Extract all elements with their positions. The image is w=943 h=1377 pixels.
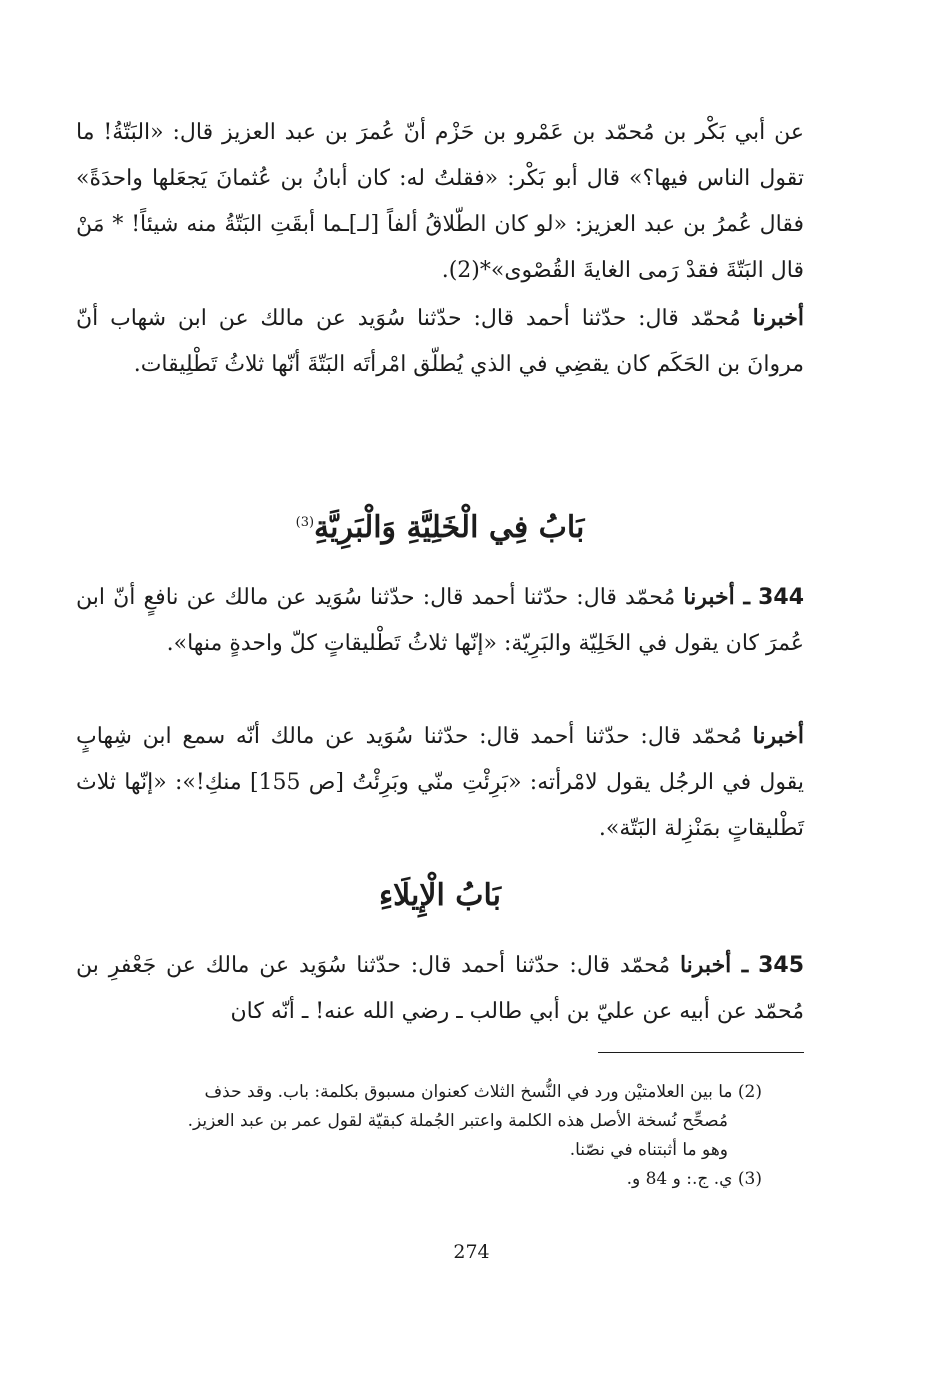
- hadith-number: 344: [758, 585, 805, 610]
- hadith-number: 345: [758, 953, 805, 978]
- paragraph-text: مُحمّد قال: حدّثنا أحمد قال: حدّثنا سُوَيد عن مالك أنّه سمع ابن شِهابٍ يقول في الرجُل يقول لامْرأته: «بَرِئْتِ منّي وبَرِئْتُ [ص 155] منكِ!»: «إنّها ثلاث تَطْليقاتٍ بمَنْزِلة البَتّة».: [76, 724, 804, 841]
- footnote-2-line-3: وهو ما أثبتناه في نصّنا.: [569, 1140, 728, 1160]
- paragraph-lead: ـ أخبرنا: [683, 584, 750, 610]
- paragraph-text: عن أبي بَكْر بن مُحمّد بن عَمْرو بن حَزْم أنّ عُمرَ بن عبد العزيز قال: «البَتّةُ! ما تقول الناس فيها؟» قال أبو بَكْر: «فقلتُ له: كان أبانُ بن عُثمانَ يَجعَلها واحدَةً» فقال عُمرُ بن عبد العزيز: «لو كان الطّلاقُ ألفاً [لـ]ـما أبقَتِ البَتّةُ منه شيئاً! * مَنْ قال البَتّةَ فقدْ رَمى الغايةَ القُصْوى»*(2).: [76, 120, 804, 283]
- footnote-2-line-2: مُصحِّح نُسخة الأصل هذه الكلمة واعتبر الجُملة كبقيّة لقول عمر بن عبد العزيز.: [187, 1111, 728, 1131]
- paragraph-text: مُحمّد قال: حدّثنا أحمد قال: حدّثنا سُوَيد عن مالك عن نافعٍ أنّ ابن عُمرَ كان يقول في الخَلِيّة والبَرِيّة: «إنّها ثلاثُ تَطْليقاتٍ كلّ واحدةٍ منها».: [76, 585, 804, 656]
- chapter-title: بَابُ الْإِيلَاءِ: [379, 878, 501, 913]
- paragraph-hadith-345: [76, 942, 804, 1035]
- paragraph-hadith-344: [76, 574, 804, 667]
- footnotes: [76, 1078, 762, 1194]
- footnote-2-line-1: (2) ما بين العلامتيْن ورد في النُّسخ الثلاث كعنوان مسبوق بكلمة: باب. وقد حذف: [204, 1082, 762, 1102]
- paragraph-continuation: [76, 110, 804, 294]
- paragraph-lead: أخبرنا: [752, 305, 804, 331]
- paragraph-hadith-shihab: [76, 713, 804, 852]
- paragraph-hadith-marwan: [76, 295, 804, 388]
- paragraph-lead: أخبرنا: [752, 723, 804, 749]
- footnote-3: (3) ي. ج.: و 84 و.: [626, 1169, 762, 1189]
- paragraph-text: مُحمّد قال: حدّثنا أحمد قال: حدّثنا سُوَيد عن مالك عن جَعْفرِ بن مُحمّد عن أبيه عن عليّ بن أبي طالب ـ رضي الله عنه! ـ أنّه كان: [76, 953, 804, 1024]
- chapter-heading-ila: [76, 878, 804, 913]
- footnote-ref: (3): [295, 515, 315, 530]
- chapter-title: بَابُ فِي الْخَلِيَّةِ وَالْبَرِيَّةِ: [314, 510, 585, 545]
- footnote-divider: [598, 1052, 804, 1053]
- paragraph-text: مُحمّد قال: حدّثنا أحمد قال: حدّثنا سُوَيد عن مالك عن ابن شهاب أنّ مروانَ بن الحَكَم كان يقضِي في الذي يُطلّق امْرأتَه البَتّةَ أنّها ثلاثُ تَطْلِيقات.: [76, 306, 804, 377]
- chapter-heading-khaliyya: [76, 510, 804, 545]
- page-number: 274: [453, 1241, 490, 1263]
- paragraph-lead: ـ أخبرنا: [679, 952, 749, 978]
